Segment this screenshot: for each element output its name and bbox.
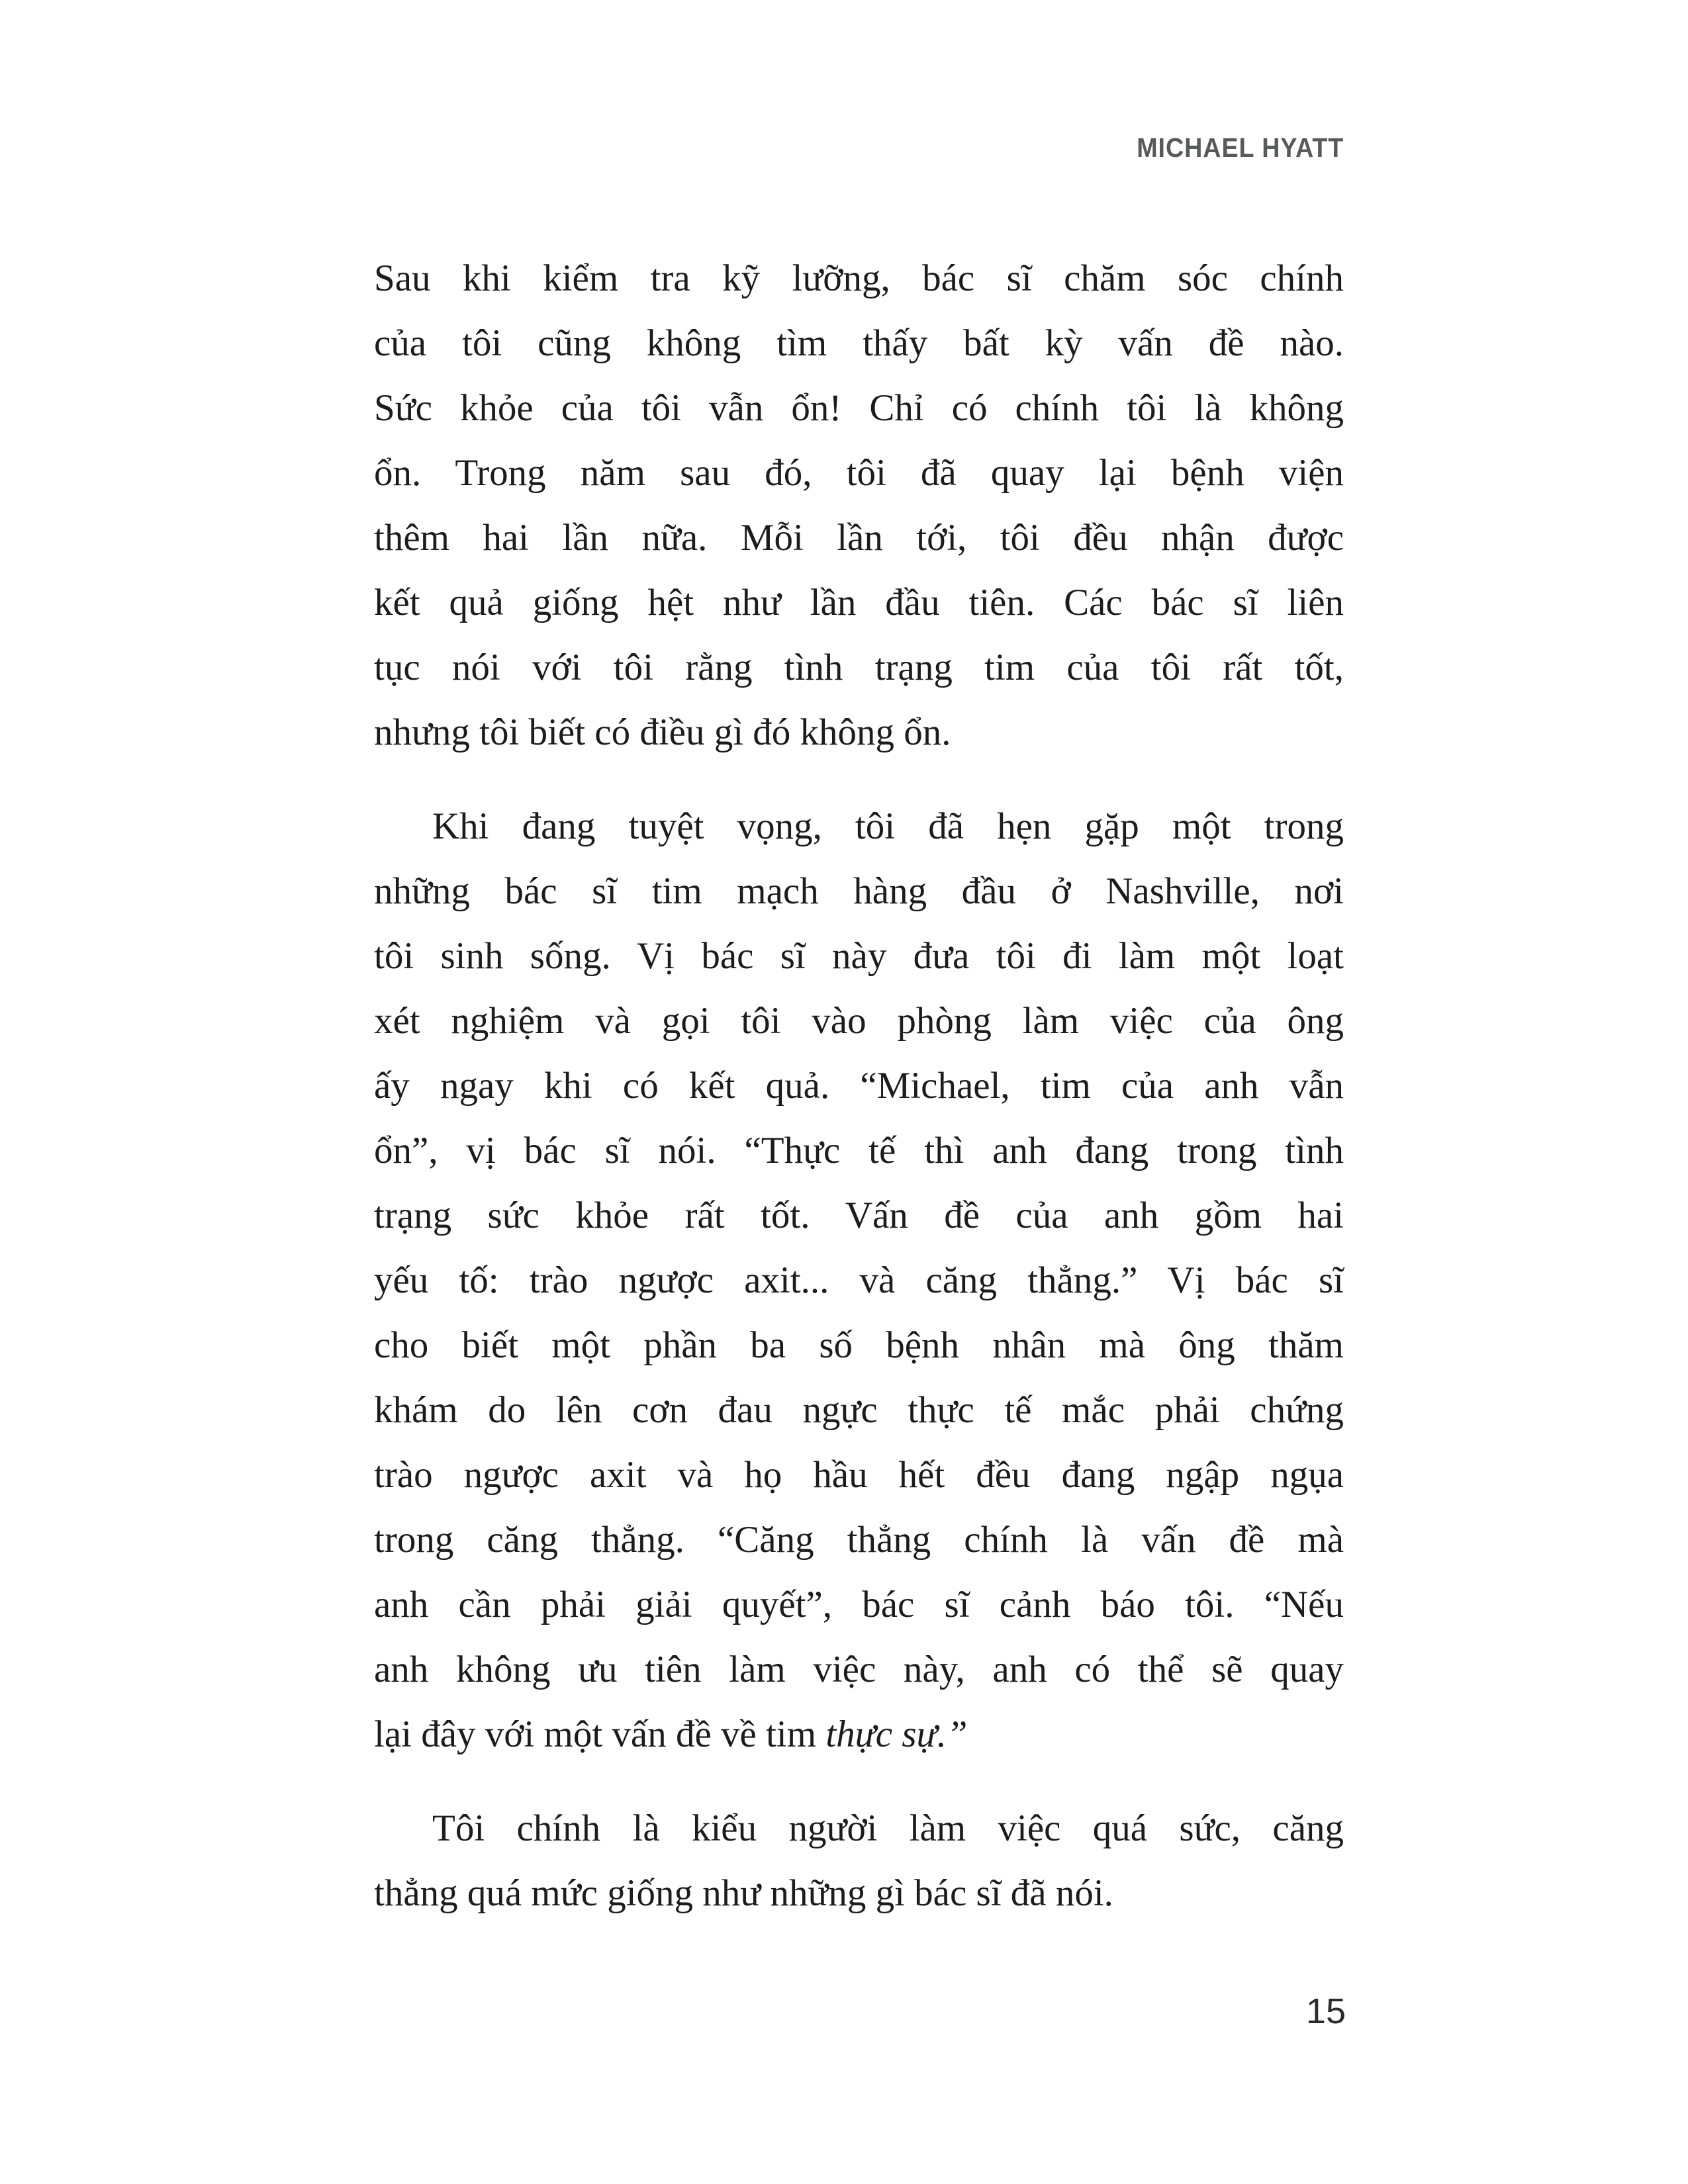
- italic-text-segment: thực sự.”: [825, 1713, 968, 1755]
- text-line: [374, 1183, 1344, 1248]
- text-segment: xét nghiệm và gọi tôi vào phòng làm việc của ông: [374, 1000, 1344, 1042]
- text-line: [374, 1572, 1344, 1637]
- text-line: [374, 1637, 1344, 1702]
- text-segment: trào ngược axit và họ hầu hết đều đang ngập ngụa: [374, 1454, 1344, 1496]
- text-segment: ấy ngay khi có kết quả. “Michael, tim của anh vẫn: [374, 1065, 1344, 1107]
- text-segment: cho biết một phần ba số bệnh nhân mà ông thăm: [374, 1324, 1344, 1366]
- text-segment: trạng sức khỏe rất tốt. Vấn đề của anh gồm hai: [374, 1195, 1344, 1236]
- text-line: [374, 1313, 1344, 1378]
- text-line: [374, 1796, 1344, 1861]
- text-block: [374, 246, 1344, 1926]
- text-segment: ổn”, vị bác sĩ nói. “Thực tế thì anh đang trong tình: [374, 1130, 1344, 1171]
- paragraph: [374, 794, 1344, 1767]
- text-line: [374, 794, 1344, 859]
- text-segment: những bác sĩ tim mạch hàng đầu ở Nashville, nơi: [374, 870, 1344, 912]
- text-segment: thẳng quá mức giống như những gì bác sĩ đã nói.: [374, 1872, 1113, 1914]
- page-number: 15: [1305, 1991, 1346, 2031]
- text-line: [374, 700, 1344, 765]
- text-segment: trong căng thẳng. “Căng thẳng chính là vấn đề mà: [374, 1519, 1344, 1561]
- text-segment: anh không ưu tiên làm việc này, anh có thể sẽ quay: [374, 1649, 1344, 1690]
- text-line: [374, 570, 1344, 635]
- text-segment: nhưng tôi biết có điều gì đó không ổn.: [374, 711, 951, 753]
- text-line: [374, 1443, 1344, 1508]
- text-segment: Sức khỏe của tôi vẫn ổn! Chỉ có chính tôi là không: [374, 387, 1344, 429]
- text-line: [374, 1702, 1344, 1767]
- text-segment: Khi đang tuyệt vọng, tôi đã hẹn gặp một trong: [432, 805, 1344, 847]
- text-line: [374, 1508, 1344, 1572]
- text-line: [374, 441, 1344, 506]
- text-line: [374, 506, 1344, 570]
- text-segment: tục nói với tôi rằng tình trạng tim của tôi rất tốt,: [374, 647, 1344, 688]
- text-line: [374, 246, 1344, 311]
- text-line: [374, 924, 1344, 989]
- paragraph: [374, 1796, 1344, 1926]
- text-line: [374, 311, 1344, 376]
- running-head: MICHAEL HYATT: [1136, 132, 1344, 163]
- text-segment: Tôi chính là kiểu người làm việc quá sức, căng: [432, 1807, 1344, 1849]
- paragraph: [374, 246, 1344, 765]
- text-segment: Sau khi kiểm tra kỹ lưỡng, bác sĩ chăm sóc chính: [374, 257, 1344, 299]
- text-line: [374, 1861, 1344, 1926]
- text-line: [374, 1248, 1344, 1313]
- text-segment: thêm hai lần nữa. Mỗi lần tới, tôi đều nhận được: [374, 517, 1344, 559]
- text-segment: khám do lên cơn đau ngực thực tế mắc phải chứng: [374, 1389, 1344, 1431]
- text-segment: anh cần phải giải quyết”, bác sĩ cảnh báo tôi. “Nếu: [374, 1584, 1344, 1625]
- text-segment: lại đây với một vấn đề về tim: [374, 1713, 826, 1755]
- text-segment: yếu tố: trào ngược axit... và căng thẳng.” Vị bác sĩ: [374, 1259, 1344, 1301]
- text-segment: ổn. Trong năm sau đó, tôi đã quay lại bệnh viện: [374, 452, 1344, 494]
- text-line: [374, 989, 1344, 1054]
- text-line: [374, 635, 1344, 700]
- text-line: [374, 859, 1344, 924]
- text-line: [374, 1054, 1344, 1118]
- text-line: [374, 376, 1344, 441]
- text-segment: kết quả giống hệt như lần đầu tiên. Các bác sĩ liên: [374, 582, 1344, 623]
- text-segment: tôi sinh sống. Vị bác sĩ này đưa tôi đi làm một loạt: [374, 935, 1344, 977]
- text-line: [374, 1118, 1344, 1183]
- text-segment: của tôi cũng không tìm thấy bất kỳ vấn đề nào.: [374, 322, 1344, 364]
- text-line: [374, 1378, 1344, 1443]
